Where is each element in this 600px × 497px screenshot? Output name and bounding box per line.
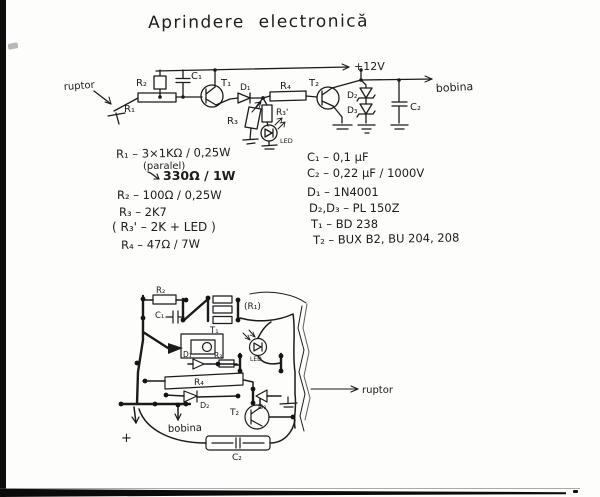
schematic-label-c1: C₁: [191, 71, 202, 82]
parts-line-t2: T₂ – BUX B2, BU 204, 208: [312, 230, 460, 247]
schematic-label-bobina: bobina: [435, 80, 474, 95]
pcb-label-ruptor: ruptor: [362, 385, 393, 396]
pcb-label-r3p: R₃': [214, 351, 225, 360]
schematic-label-r1: R₁: [124, 104, 135, 115]
schematic-label-t1: T₁: [221, 78, 232, 89]
pcb-label-r1: (R₁): [244, 302, 261, 312]
parts-line-c1: C₁ – 0,1 μF: [307, 150, 369, 164]
pcb-label-c2: C₂: [232, 453, 242, 463]
parts-line-t1: T₁ – BD 238: [311, 217, 379, 231]
parts-line-r3: R₃ – 2K7: [119, 205, 167, 219]
parts-line-d1: D₁ – 1N4001: [307, 185, 379, 199]
scan-dot: [573, 490, 578, 493]
pcb-label-r2: R₂: [156, 286, 166, 296]
parts-line-r1-equiv: 330Ω / 1W: [147, 169, 235, 183]
schematic-label-r4: R₄: [280, 81, 291, 92]
page-title: Aprindere electronică: [147, 11, 370, 33]
pcb-label-bobina: bobina: [167, 422, 203, 435]
pcb-label-plus: +: [121, 431, 132, 446]
schematic-label-t2: T₂: [309, 78, 320, 89]
pcb-label-t1: T₁: [210, 326, 219, 336]
schematic-label-r2: R₂: [136, 78, 147, 89]
schematic-label-d1: D₁: [240, 83, 251, 93]
ignition-schematic-drawing: [52, 50, 487, 162]
pcb-label-c1: C₁: [155, 311, 165, 321]
parts-line-paralel: (paralel): [143, 161, 186, 172]
pcb-label-r4: R₄: [194, 378, 204, 388]
arrow-icon: [147, 170, 161, 182]
pcb-label-t2: T₂: [230, 408, 240, 418]
pcb-label-d1: D₁: [183, 350, 192, 359]
schematic-label-ruptor: ruptor: [63, 79, 96, 93]
schematic-label-d2: D₂: [347, 91, 358, 101]
pcb-layout-drawing: [110, 278, 410, 468]
parts-line-c2: C₂ – 0,22 μF / 1000V: [307, 166, 425, 180]
schematic-label-r3: R₃: [227, 116, 238, 127]
parts-line-r1: R₁ – 3×1KΩ / 0,25W: [115, 145, 231, 161]
parts-line-r3p: ( R₃' – 2K + LED ): [112, 220, 216, 234]
schematic-label-supply: +12V: [354, 60, 385, 73]
parts-line-r4: R₄ – 47Ω / 7W: [120, 236, 201, 252]
parts-line-d2d3: D₂,D₃ – PL 150Z: [309, 201, 400, 215]
parts-line-r2: R₂ – 100Ω / 0,25W: [117, 188, 222, 202]
pcb-label-d3: D₃: [258, 403, 267, 411]
schematic-label-d3: D₃: [347, 106, 358, 116]
schematic-label-c2: C₂: [410, 102, 421, 113]
scan-smudge: [7, 42, 18, 50]
schematic-label-r3p: R₃': [276, 108, 289, 118]
pcb-label-led: LED: [250, 356, 262, 363]
schematic-label-led: LED: [280, 137, 293, 145]
scan-bottom-line: [0, 488, 580, 489]
scan-left-edge: [0, 0, 6, 497]
pcb-label-d2: D₂: [200, 401, 210, 410]
